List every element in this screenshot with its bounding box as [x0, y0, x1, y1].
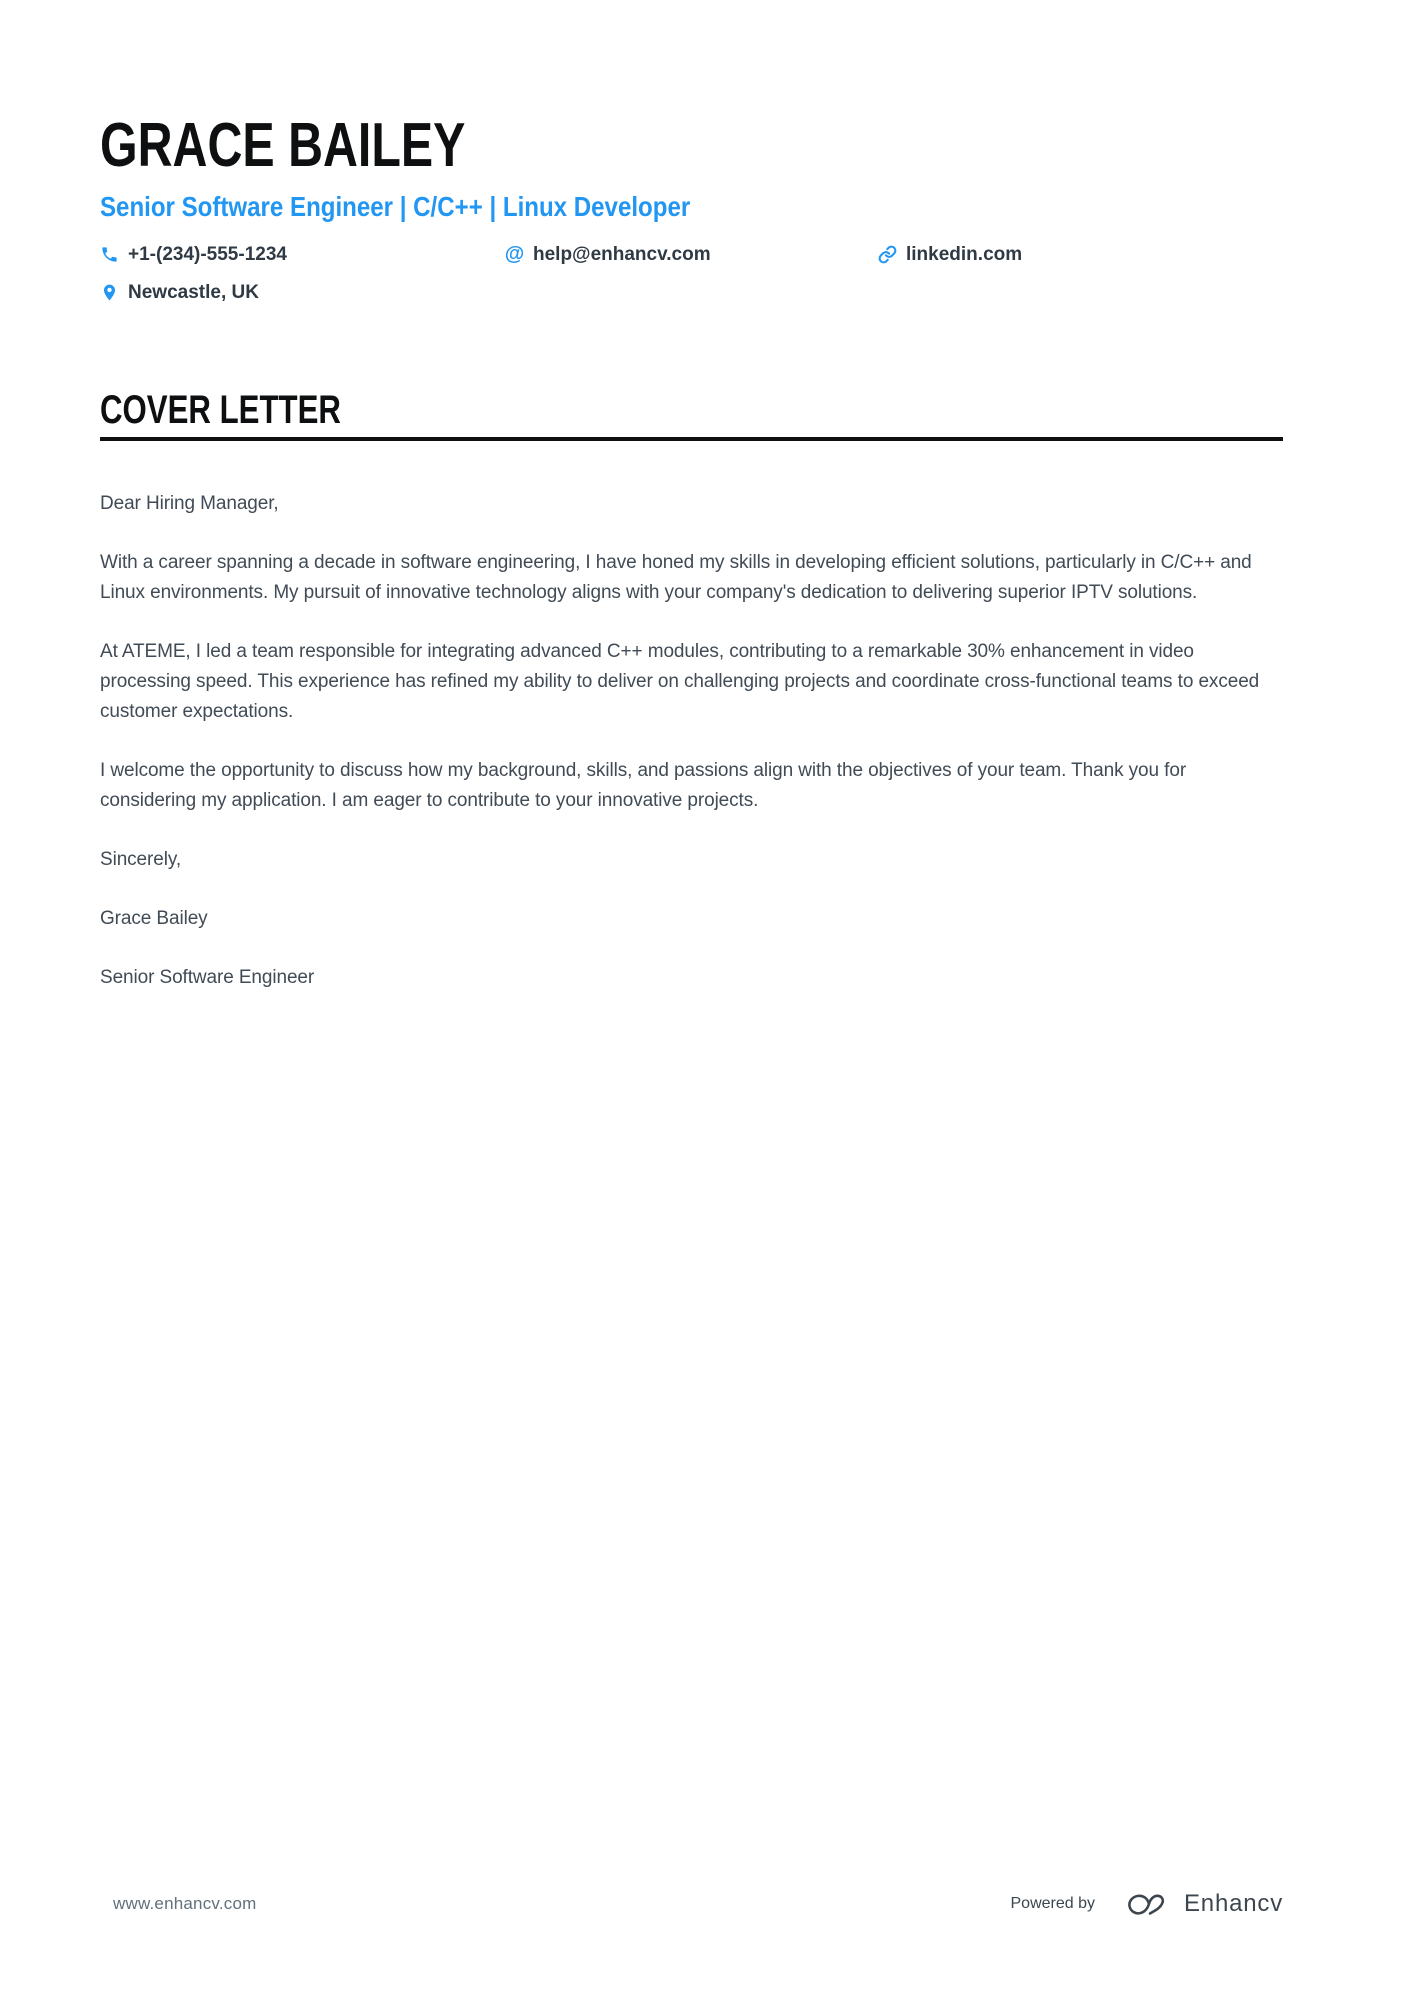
contact-email[interactable]: [505, 244, 878, 266]
paragraph: With a career spanning a decade in software engineering, I have honed my skills in developing efficient solutions, particularly in C/C++ and Linux environments. My pursuit of innovative technology aligns with your company's dedication to delivering superior IPTV solutions.: [100, 551, 1252, 603]
job-title: Senior Software Engineer | C/C++ | Linux Developer: [100, 191, 691, 223]
brand-wordmark: Enhancv: [1184, 1890, 1283, 1917]
paragraph: At ATEME, I led a team responsible for integrating advanced C++ modules, contributing to a remarkable 30% enhancement in video processing speed. This experience has refined my ability to deliver on challenging projects and coordinate cross-functional teams to exceed customer expectations.: [100, 640, 1260, 722]
contact-link-label: linkedin.com: [906, 243, 1023, 265]
signature-title: Senior Software Engineer: [100, 966, 315, 988]
signature-name: Grace Bailey: [100, 907, 208, 929]
footer: [100, 1889, 1283, 1919]
footer-website-link[interactable]: www.enhancv.com: [113, 1894, 257, 1913]
enhancv-infinity-logo-icon: [1125, 1889, 1171, 1919]
salutation: Dear Hiring Manager,: [100, 492, 279, 514]
at-sign-icon: @: [504, 243, 525, 266]
phone-icon: [100, 245, 119, 264]
contact-location: [100, 282, 505, 304]
header: [100, 112, 1283, 304]
paragraph: I welcome the opportunity to discuss how my background, skills, and passions align with the objectives of your team. Thank you for considering my application. I am eager to contribute to your innovative projects.: [100, 759, 1187, 811]
closing: Sincerely,: [100, 848, 182, 870]
contact-info: [100, 244, 1283, 304]
section-heading: [100, 388, 1283, 441]
section-heading-title: COVER LETTER: [100, 387, 341, 432]
contact-link[interactable]: [878, 244, 1283, 266]
link-icon: [878, 245, 897, 264]
contact-email-label: help@enhancv.com: [533, 243, 711, 265]
letter-body: [100, 489, 1283, 993]
person-name: GRACE BAILEY: [100, 111, 466, 180]
contact-location-label: Newcastle, UK: [128, 281, 259, 303]
powered-by-label: Powered by: [1010, 1895, 1095, 1912]
contact-phone-label: +1-(234)-555-1234: [128, 243, 287, 265]
contact-phone[interactable]: [100, 244, 505, 266]
map-pin-icon: [100, 283, 119, 302]
powered-by[interactable]: [1011, 1889, 1284, 1919]
